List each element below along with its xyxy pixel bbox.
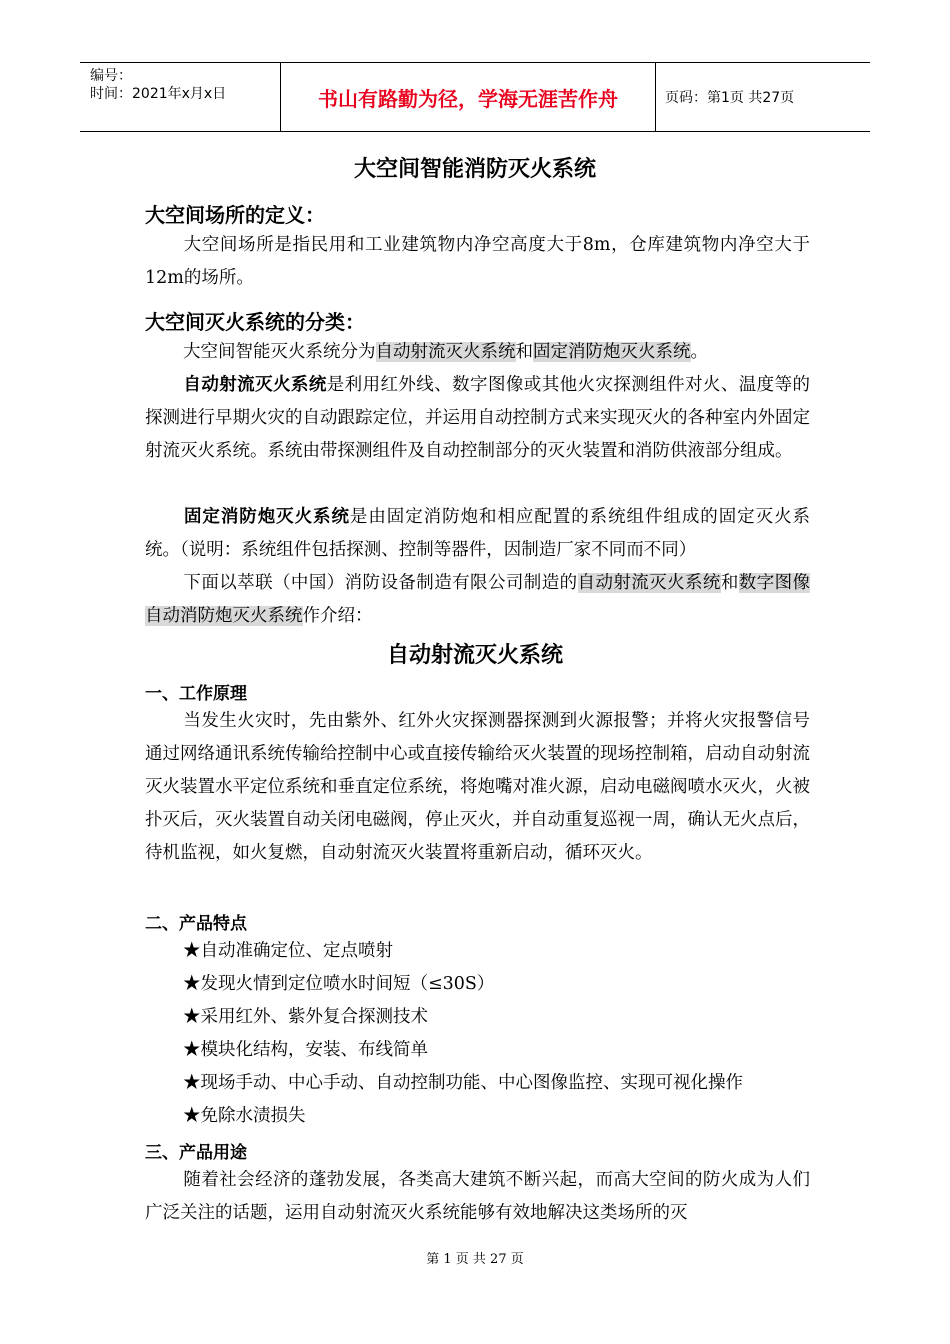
feature-item: ★免除水渍损失 (183, 1106, 306, 1126)
definition-text: 大空间场所是指民用和工业建筑物内净空高度大于8m，仓库建筑物内净空大于12m的场所。 (145, 235, 810, 288)
intro-text-b: 和 (720, 573, 739, 593)
highlight-term: 固定消防炮灭火系统 (533, 342, 691, 362)
cannon-system-paragraph (145, 501, 810, 567)
cannon-system-text: 是由固定消防炮和相应配置的系统组件组成的固定灭火系统。（说明：系统组件包括探测、控制等器件，因制造厂家不同而不同） (145, 507, 811, 560)
classification-text-b: 和 (515, 342, 533, 362)
section-heading-definition: 大空间场所的定义： (145, 203, 325, 227)
feature-item: ★现场手动、中心手动、自动控制功能、中心图像监控、实现可视化操作 (183, 1073, 743, 1093)
intro-text-a: 下面以萃联（中国）消防设备制造有限公司制造的 (183, 573, 578, 593)
page-header (80, 62, 870, 132)
heading-usage: 三、产品用途 (145, 1143, 247, 1163)
code-label: 编号： (90, 68, 132, 84)
intro-paragraph (145, 567, 810, 633)
intro-text-c: 作介绍： (302, 606, 373, 626)
header-meta (80, 63, 281, 131)
usage-paragraph (145, 1164, 810, 1230)
section-heading-classification: 大空间灭火系统的分类： (145, 310, 365, 334)
bold-term: 固定消防炮灭火系统 (183, 507, 350, 527)
time-label: 时间：2021年x月x日 (90, 86, 227, 102)
page-footer: 第 1 页 共 27 页 (426, 1252, 524, 1267)
feature-item: ★模块化结构，安装、布线简单 (183, 1040, 428, 1060)
definition-paragraph (145, 229, 810, 295)
header-page-label: 页码：第1页 共27页 (665, 90, 795, 106)
heading-features: 二、产品特点 (145, 914, 247, 934)
feature-item: ★采用红外、紫外复合探测技术 (183, 1007, 428, 1027)
feature-item: ★发现火情到定位喷水时间短（≤30S） (183, 974, 495, 994)
usage-text: 随着社会经济的蓬勃发展，各类高大建筑不断兴起，而高大空间的防火成为人们广泛关注的话题，运用自动射流灭火系统能够有效地解决这类场所的灭 (145, 1170, 810, 1223)
highlight-term: 数字图像自动消防炮灭火系统 (145, 573, 811, 626)
classification-text-c: 。 (690, 342, 708, 362)
highlight-term: 自动射流灭火系统 (375, 342, 516, 362)
jet-system-text: 是利用红外线、数字图像或其他火灾探测组件对火、温度等的探测进行早期火灾的自动跟踪定位，并运用自动控制方式来实现灭火的各种室内外固定射流灭火系统。系统由带探测组件及自动控制部分的灭火装置和消防供液部分组成。 (145, 375, 811, 461)
principle-paragraph (145, 705, 810, 870)
classification-text-a: 大空间智能灭火系统分为 (183, 342, 376, 362)
highlight-term: 自动射流灭火系统 (577, 573, 721, 593)
classification-paragraph (145, 336, 810, 369)
document-title: 大空间智能消防灭火系统 (353, 157, 596, 182)
principle-text: 当发生火灾时，先由紫外、红外火灾探测器探测到火源报警；并将火灾报警信号通过网络通讯系统传输给控制中心或直接传输给灭火装置的现场控制箱，启动自动射流灭火装置水平定位系统和垂直定位系统，将炮嘴对准火源，启动电磁阀喷水灭火，火被扑灭后，灭火装置自动关闭电磁阀，停止灭火，并自动重复巡视一周，确认无火点后，待机监视，如火复燃，自动射流灭火装置将重新启动，循环灭火。 (145, 711, 810, 863)
jet-system-paragraph (145, 369, 810, 468)
section-title-jet: 自动射流灭火系统 (386, 643, 563, 668)
heading-principle: 一、工作原理 (145, 684, 247, 704)
bold-term: 自动射流灭火系统 (183, 375, 327, 395)
header-motto: 书山有路勤为径，学海无涯苦作舟 (281, 63, 656, 131)
feature-item: ★自动准确定位、定点喷射 (183, 941, 393, 961)
